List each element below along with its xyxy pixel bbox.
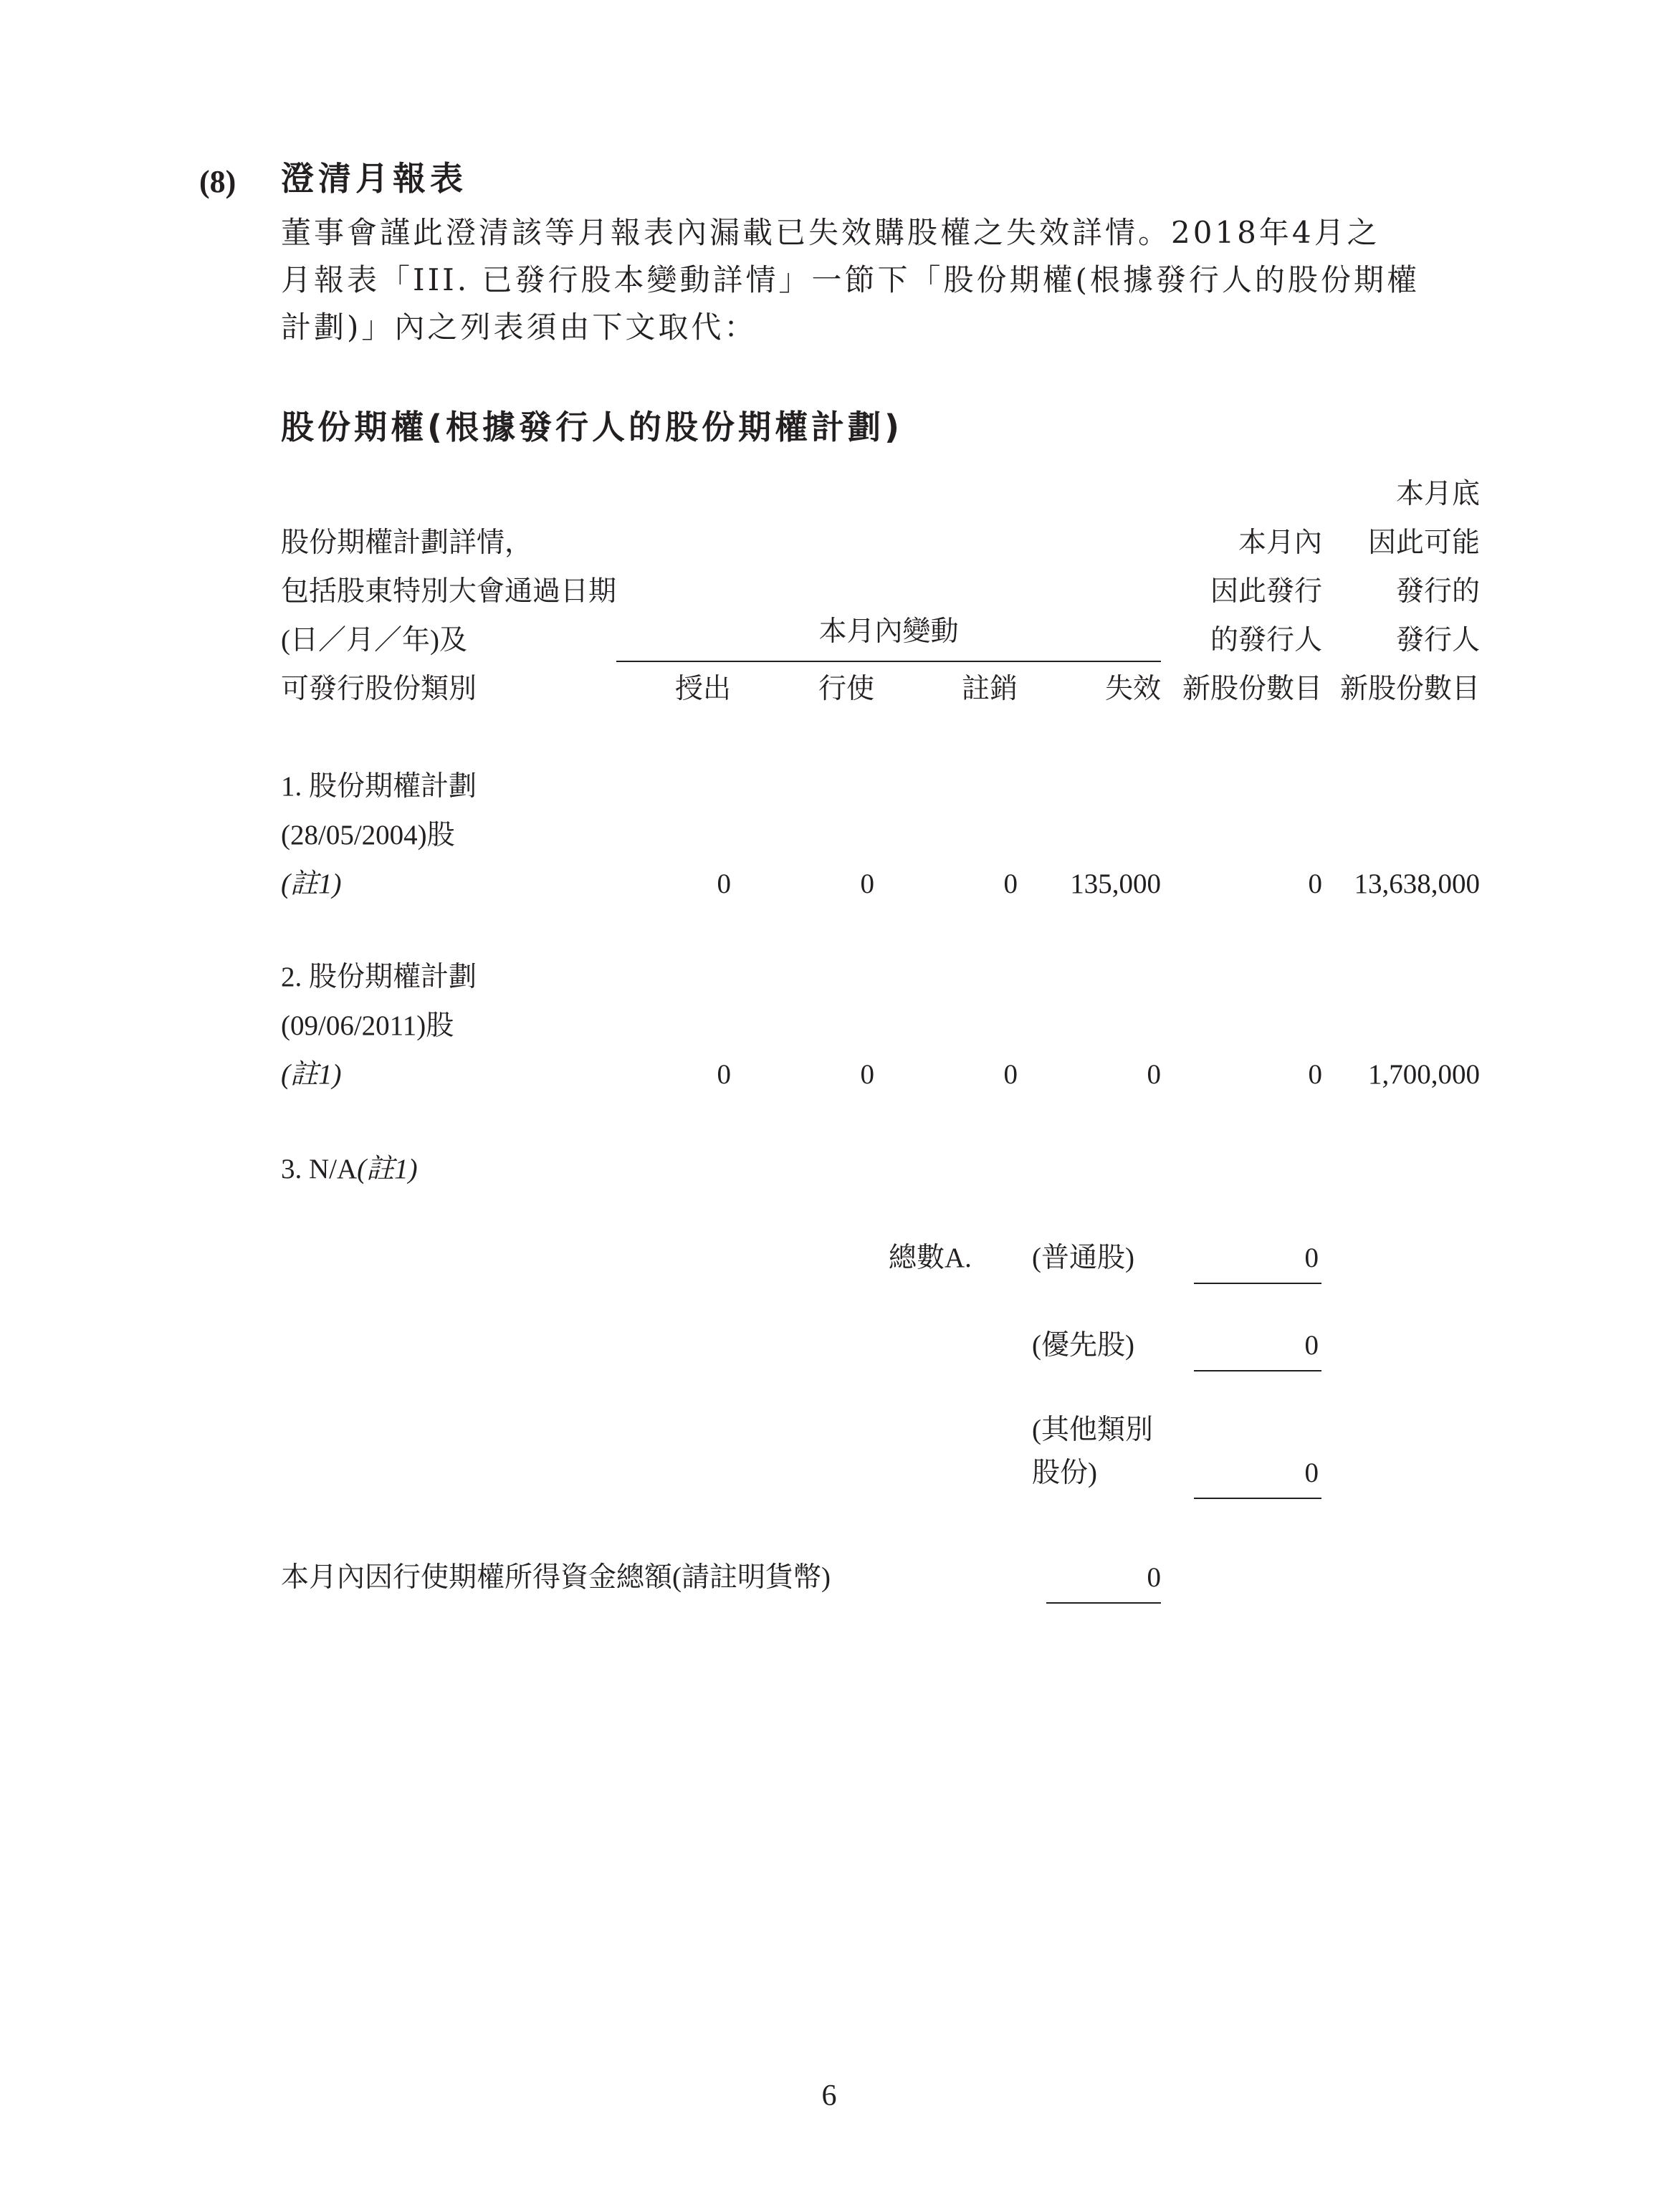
col-header-granted: 授出 <box>674 674 731 704</box>
totals-preference-rule <box>1194 1370 1321 1371</box>
row-label: 3. N/A <box>281 1154 358 1184</box>
table-row <box>281 1155 418 1183</box>
paragraph-line-3: 計劃)」內之列表須由下文取代： <box>281 310 757 345</box>
col-header-lapsed: 失效 <box>1104 674 1161 704</box>
totals-label: 總數A. <box>889 1243 972 1273</box>
cell-issued: 0 <box>1308 868 1322 899</box>
totals-ordinary-value: 0 <box>1304 1243 1319 1273</box>
paragraph-line-2: 月報表「III. 已發行股本變動詳情」一節下「股份期權(根據發行人的股份期權 <box>281 262 1420 297</box>
col-header-exercised: 行使 <box>818 674 874 704</box>
col-header-issuable-line: 本月底 <box>1395 479 1480 509</box>
col-header-cancelled: 註銷 <box>961 674 1018 704</box>
cell-exercised: 0 <box>860 1059 874 1090</box>
change-group-rule <box>616 661 1161 662</box>
row-label: (09/06/2011)股 <box>281 1010 454 1041</box>
section-number: (8) <box>199 164 236 199</box>
row-note: (註1) <box>357 1154 418 1184</box>
row-label: (28/05/2004)股 <box>281 820 455 851</box>
header-left-line: 股份期權計劃詳情， <box>281 527 533 558</box>
change-group-header: 本月內變動 <box>818 616 959 647</box>
col-header-issued-line: 的發行人 <box>1210 625 1322 656</box>
cell-granted: 0 <box>717 868 731 899</box>
page-number: 6 <box>821 2079 837 2112</box>
cell-lapsed: 135,000 <box>1070 868 1161 899</box>
cell-cancelled: 0 <box>1003 1059 1018 1090</box>
totals-other-label: 股份) <box>1032 1457 1097 1488</box>
totals-other-label: (其他類別 <box>1032 1414 1153 1445</box>
cell-issued: 0 <box>1308 1059 1322 1090</box>
funds-value: 0 <box>1147 1562 1161 1593</box>
paragraph-line-1: 董事會謹此澄清該等月報表內漏載已失效購股權之失效詳情。2018年4月之 <box>281 215 1380 250</box>
row-note: (註1) <box>281 1059 342 1090</box>
col-header-issuable-line: 新股份數目 <box>1339 674 1480 704</box>
funds-label: 本月內因行使期權所得資金總額(請註明貨幣) <box>281 1562 831 1593</box>
cell-issuable: 1,700,000 <box>1368 1059 1480 1090</box>
row-label: 2. 股份期權計劃 <box>281 962 477 992</box>
totals-ordinary-rule <box>1194 1283 1321 1284</box>
cell-lapsed: 0 <box>1147 1059 1161 1090</box>
totals-ordinary-label: (普通股) <box>1032 1243 1134 1273</box>
cell-cancelled: 0 <box>1003 868 1018 899</box>
header-left-line: 可發行股份類別 <box>281 674 477 704</box>
row-note: (註1) <box>281 868 342 899</box>
cell-issuable: 13,638,000 <box>1354 868 1480 899</box>
col-header-issuable-line: 因此可能 <box>1367 527 1480 558</box>
totals-other-value: 0 <box>1304 1457 1319 1488</box>
totals-preference-label: (優先股) <box>1032 1330 1134 1361</box>
row-label: 1. 股份期權計劃 <box>281 771 477 802</box>
section-title: 澄清月報表 <box>281 159 467 198</box>
col-header-issued-line: 本月內 <box>1238 527 1322 558</box>
totals-preference-value: 0 <box>1304 1330 1319 1361</box>
funds-rule <box>1046 1602 1161 1604</box>
cell-granted: 0 <box>717 1059 731 1090</box>
col-header-issued-line: 新股份數目 <box>1182 674 1322 704</box>
col-header-issued-line: 因此發行 <box>1210 576 1322 607</box>
totals-other-rule <box>1194 1498 1321 1499</box>
col-header-issuable-line: 發行人 <box>1395 625 1480 656</box>
header-left-line: 包括股東特別大會通過日期 <box>281 576 617 607</box>
subtitle: 股份期權(根據發行人的股份期權計劃) <box>281 408 904 446</box>
cell-exercised: 0 <box>860 868 874 899</box>
col-header-issuable-line: 發行的 <box>1395 576 1480 607</box>
header-left-line: (日／月／年)及 <box>281 625 467 656</box>
